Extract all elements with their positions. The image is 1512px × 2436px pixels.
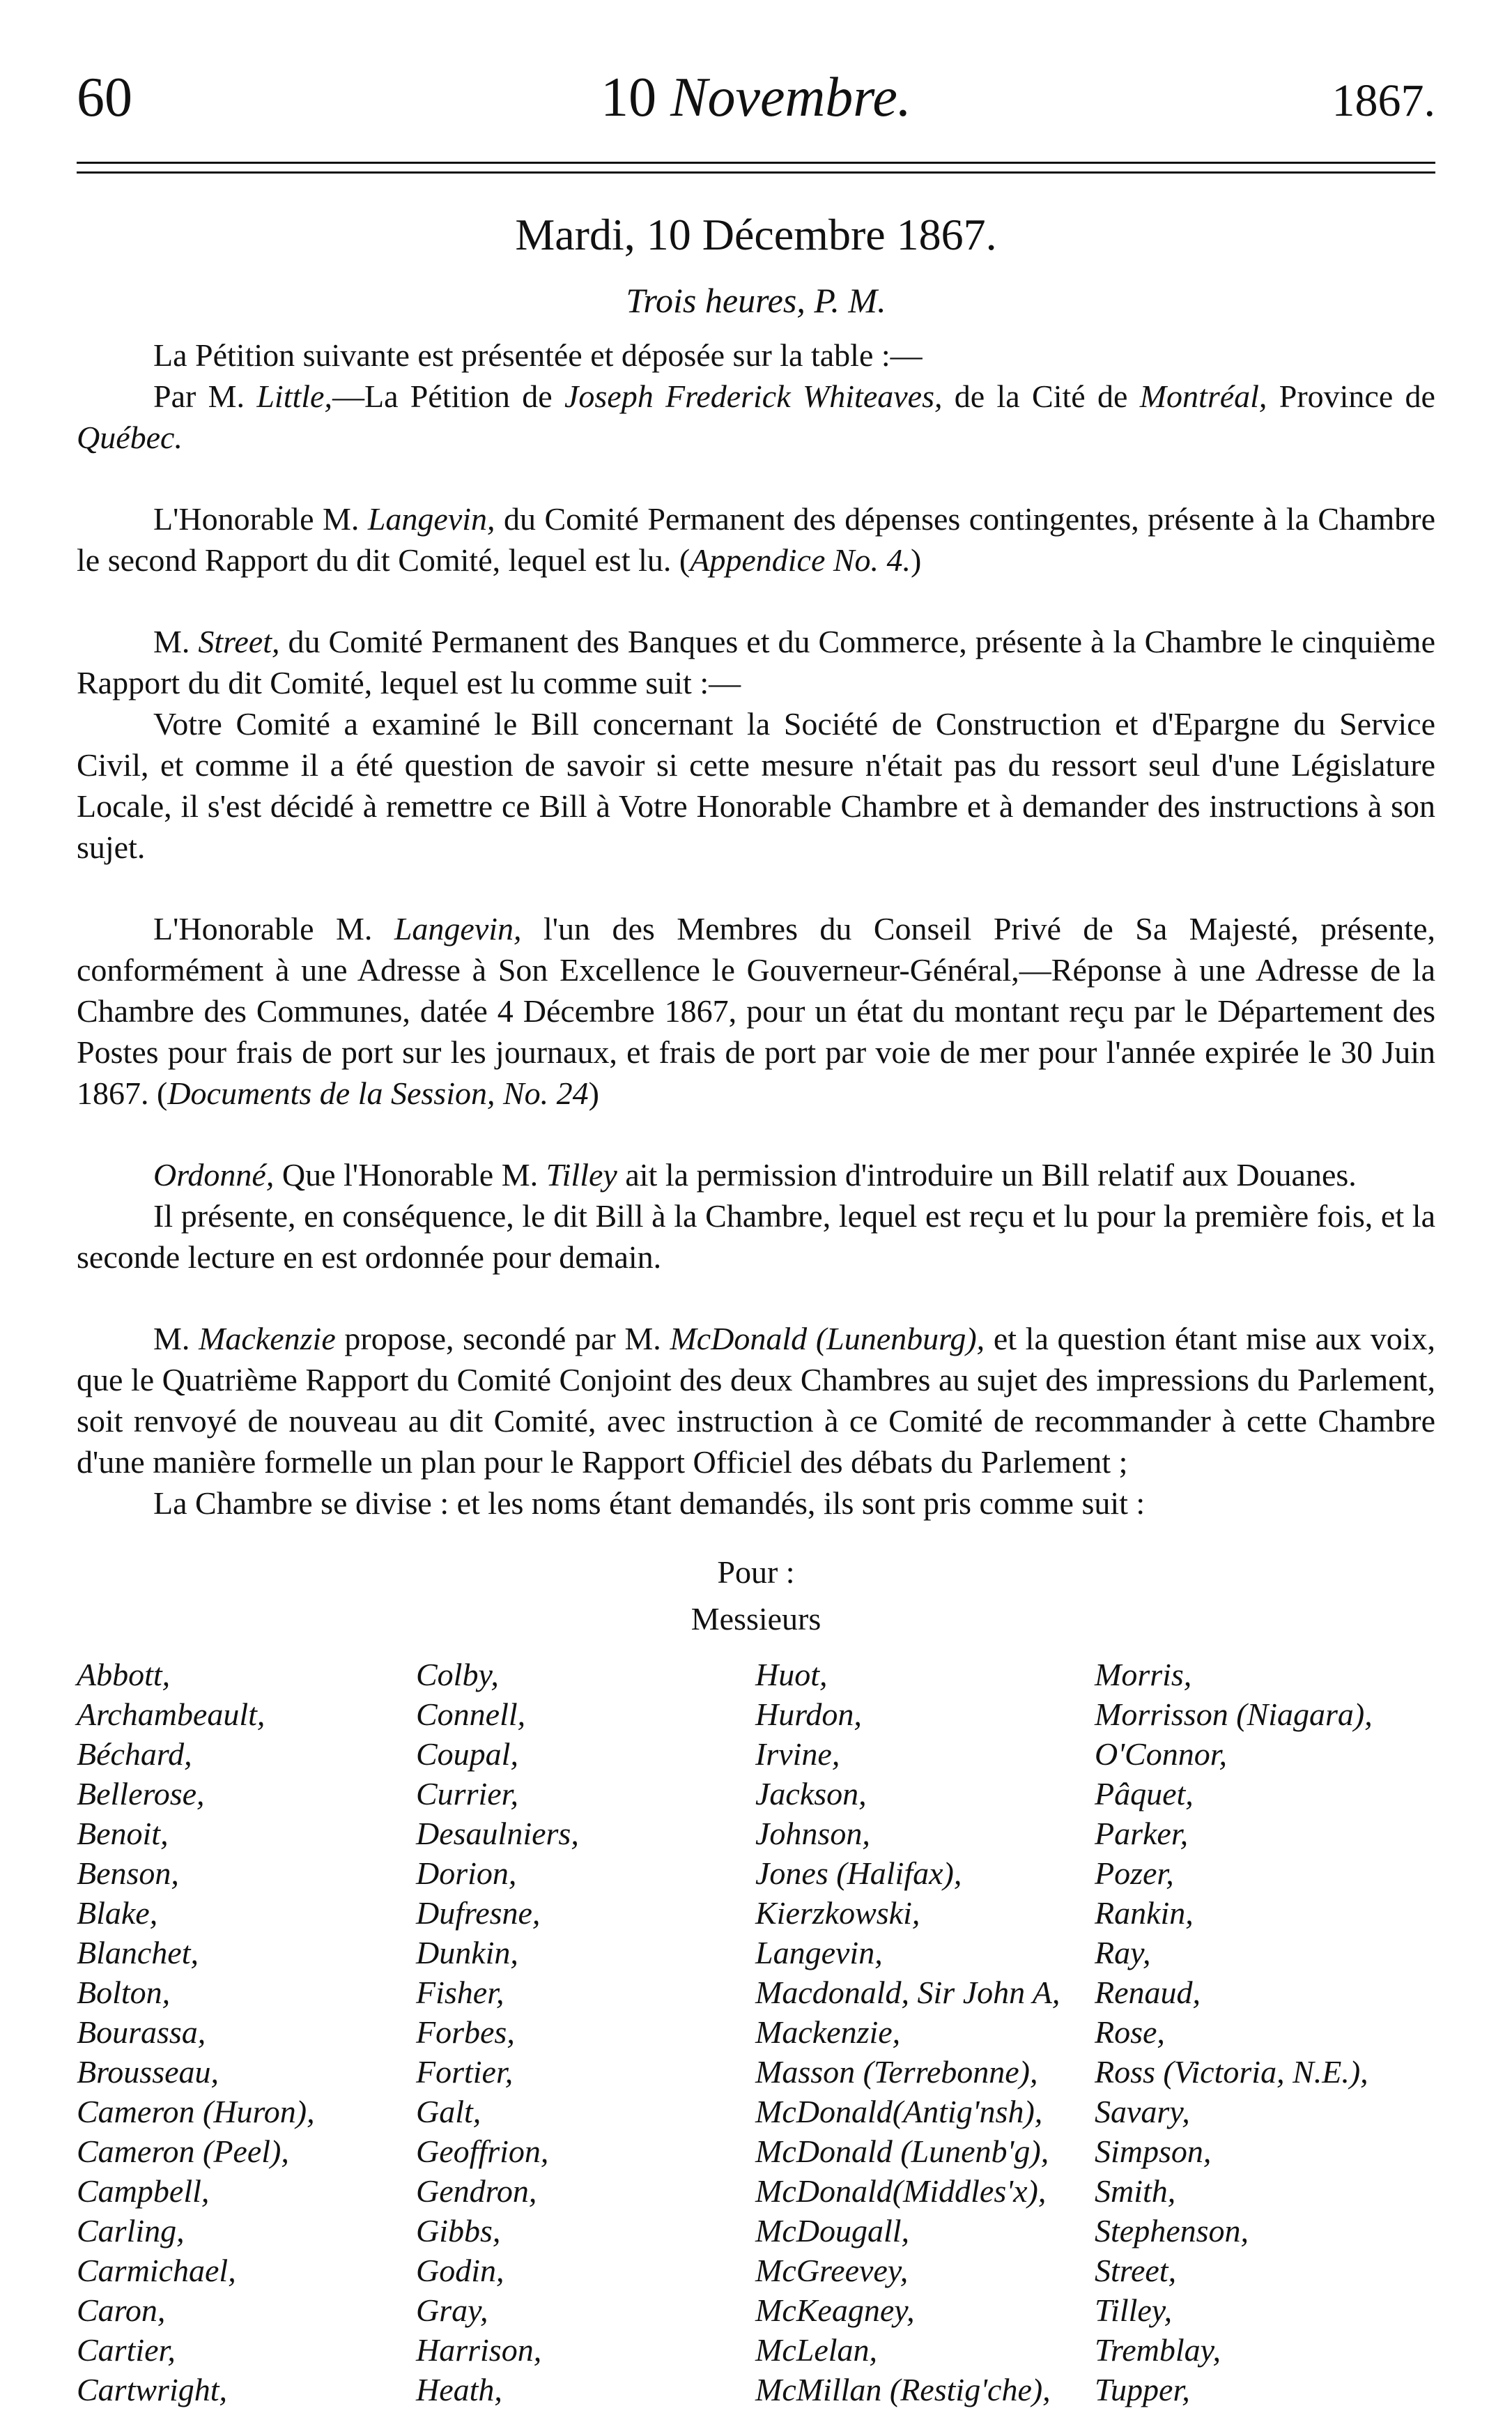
member-name: Morris, <box>1095 1657 1192 1692</box>
paragraph-gap <box>77 1278 1435 1318</box>
petition-city-pre: de la Cité de <box>942 378 1140 414</box>
paragraph-gap <box>77 458 1435 498</box>
p4-pre: L'Honorable M. <box>153 911 394 947</box>
member-name: Parker, <box>1095 1816 1189 1851</box>
member-name: Street, <box>1095 2253 1177 2288</box>
member-tilley: Tilley <box>546 1157 617 1193</box>
member-name: Dufresne, <box>416 1895 541 1931</box>
member-name: Fisher, <box>416 1975 504 2010</box>
petition-entry <box>77 376 1435 458</box>
printing-motion <box>77 1318 1435 1483</box>
member-name: Dorion, <box>416 1855 517 1891</box>
member-langevin: Langevin, <box>367 501 495 537</box>
member-name: Desaulniers, <box>416 1816 579 1851</box>
member-name: Macdonald, Sir John A, <box>755 1975 1060 2010</box>
member-name: Godin, <box>416 2253 504 2288</box>
p4-text: l'un des Membres du Conseil Privé de Sa Majesté, présente, conformément à une Adresse à Son Excellence le Gouverneur-Général,—Réponse à une Adresse de la Chambre des Communes, datée 4 Décembre 1867, pour un état du montant reçu par le Département des Postes pour frais de port sur les journaux, et frais de port par voie de mer pour l'année expirée le 30 Juin 1867. ( <box>77 911 1435 1111</box>
p3-text: du Comité Permanent des Banques et du Commerce, présente à la Chambre le cinquième Rapport du dit Comité, lequel est lu comme suit :— <box>77 624 1435 700</box>
p6-text: et la question étant mise aux voix, que le Quatrième Rapport du Comité Conjoint des deux Chambres au sujet des impressions du Parlement, soit renvoyé de nouveau au dit Comité, avec instruction à ce Comité de recommander à cette Chambre d'une manière formelle un plan pour le Rapport Officiel des débats du Parlement ; <box>77 1321 1435 1480</box>
member-name: Colby, <box>416 1657 499 1692</box>
p2-pre: L'Honorable M. <box>153 501 368 537</box>
p2-text: du Comité Permanent des dépenses contingentes, présente à la Chambre le second Rapport du dit Comité, lequel est lu. ( <box>77 501 1435 578</box>
member-name: Ray, <box>1095 1935 1151 1970</box>
names-column-4 <box>1095 1655 1434 2410</box>
member-name: Huot, <box>755 1657 828 1692</box>
ordonne-label: Ordonné, <box>153 1157 275 1193</box>
member-name: Harrison, <box>416 2332 542 2368</box>
member-name: Simpson, <box>1095 2134 1212 2169</box>
member-name: Stephenson, <box>1095 2213 1249 2249</box>
member-name: Connell, <box>416 1696 526 1732</box>
p2-close: ) <box>911 542 922 578</box>
member-mackenzie: Mackenzie <box>199 1321 336 1356</box>
member-name: Rankin, <box>1095 1895 1194 1931</box>
member-name: Benson, <box>77 1855 179 1891</box>
session-date-heading: Mardi, 10 Décembre 1867. <box>515 210 997 259</box>
member-name: Gray, <box>416 2292 488 2328</box>
member-name: Jackson, <box>755 1776 867 1811</box>
p3-pre: M. <box>153 624 199 659</box>
member-name: Mackenzie, <box>755 2014 901 2050</box>
p5-text1: Que l'Honorable M. <box>274 1157 546 1193</box>
member-name: Bolton, <box>77 1975 171 2010</box>
member-name: McLelan, <box>755 2332 878 2368</box>
member-mcdonald: McDonald (Lunenburg), <box>670 1321 985 1356</box>
journal-body <box>77 335 1435 2410</box>
member-name: Cartwright, <box>77 2372 228 2407</box>
member-name: Béchard, <box>77 1736 192 1772</box>
member-name: Blanchet, <box>77 1935 199 1970</box>
member-name: McGreevey, <box>755 2253 909 2288</box>
member-name: Gibbs, <box>416 2213 501 2249</box>
p5-text2: ait la permission d'introduire un Bill relatif aux Douanes. <box>617 1157 1357 1193</box>
member-name: Pozer, <box>1095 1855 1174 1891</box>
vote-names-list <box>77 1655 1435 2410</box>
division-line: La Chambre se divise : et les noms étant demandés, ils sont pris comme suit : <box>153 1485 1145 1521</box>
member-name: Bellerose, <box>77 1776 205 1811</box>
member-name: Smith, <box>1095 2173 1176 2209</box>
member-name: Currier, <box>416 1776 518 1811</box>
member-name: Pâquet, <box>1095 1776 1194 1811</box>
sessional-paper-reference: Documents de la Session, No. 24 <box>167 1075 589 1111</box>
member-little: Little, <box>256 378 332 414</box>
petition-par: Par M. <box>153 378 257 414</box>
postal-return <box>77 908 1435 1114</box>
member-name: McKeagney, <box>755 2292 915 2328</box>
member-name: Heath, <box>416 2372 502 2407</box>
member-name: McDougall, <box>755 2213 910 2249</box>
member-name: Renaud, <box>1095 1975 1201 2010</box>
running-title-month: Novembre. <box>670 67 911 128</box>
customs-bill-order <box>77 1154 1435 1195</box>
member-name: Cameron (Peel), <box>77 2134 289 2169</box>
paragraph-gap <box>77 1114 1435 1154</box>
banking-report <box>77 621 1435 703</box>
page-header <box>77 66 1435 143</box>
member-name: Abbott, <box>77 1657 171 1692</box>
paragraph-gap <box>77 868 1435 908</box>
member-name: Geoffrion, <box>416 2134 549 2169</box>
member-name: Morrisson (Niagara), <box>1095 1696 1373 1732</box>
member-name: Jones (Halifax), <box>755 1855 962 1891</box>
member-name: Rose, <box>1095 2014 1165 2050</box>
names-column-2 <box>416 1655 755 2410</box>
p6-mid: propose, secondé par M. <box>335 1321 670 1356</box>
member-name: Campbell, <box>77 2173 210 2209</box>
member-name: McDonald(Middles'x), <box>755 2173 1047 2209</box>
petition-intro: La Pétition suivante est présentée et déposée sur la table :— <box>153 337 923 373</box>
p6-pre: M. <box>153 1321 199 1356</box>
page-number: 60 <box>77 67 132 128</box>
appendix-reference: Appendice No. 4. <box>690 542 911 578</box>
member-name: Tremblay, <box>1095 2332 1221 2368</box>
header-rule-top <box>77 162 1435 164</box>
petition-province: Québec. <box>77 420 183 455</box>
vote-pour-heading: Pour : <box>717 1554 795 1590</box>
customs-bill-reading: Il présente, en conséquence, le dit Bill à la Chambre, lequel est reçu et lu pour la première fois, et la seconde lecture en est ordonnée pour demain. <box>77 1198 1435 1275</box>
member-name: Galt, <box>416 2094 481 2129</box>
running-title-day: 10 <box>601 67 671 128</box>
member-name: Savary, <box>1095 2094 1190 2129</box>
member-name: Benoit, <box>77 1816 169 1851</box>
member-name: Tupper, <box>1095 2372 1190 2407</box>
member-name: Langevin, <box>755 1935 883 1970</box>
member-name: McDonald (Lunenb'g), <box>755 2134 1049 2169</box>
member-name: Caron, <box>77 2292 166 2328</box>
member-name: McMillan (Restig'che), <box>755 2372 1051 2407</box>
member-name: Brousseau, <box>77 2054 219 2090</box>
member-name: Blake, <box>77 1895 158 1931</box>
member-name: Gendron, <box>416 2173 537 2209</box>
member-name: Cameron (Huron), <box>77 2094 315 2129</box>
header-year: 1867. <box>1332 75 1435 126</box>
member-name: Ross (Victoria, N.E.), <box>1095 2054 1368 2090</box>
member-street: Street, <box>198 624 280 659</box>
member-name: Bourassa, <box>77 2014 206 2050</box>
contingencies-report <box>77 498 1435 581</box>
member-name: Johnson, <box>755 1816 870 1851</box>
member-name: Archambeault, <box>77 1696 265 1732</box>
member-name: Tilley, <box>1095 2292 1173 2328</box>
p4-close: ) <box>588 1075 599 1111</box>
petitioner-name: Joseph Frederick Whiteaves, <box>564 378 943 414</box>
member-name: Fortier, <box>416 2054 514 2090</box>
session-time: Trois heures, P. M. <box>626 281 886 320</box>
member-name: Carmichael, <box>77 2253 236 2288</box>
member-name: O'Connor, <box>1095 1736 1228 1772</box>
member-name: Hurdon, <box>755 1696 862 1732</box>
member-langevin-2: Langevin, <box>394 911 522 947</box>
petition-prov-pre: Province de <box>1267 378 1435 414</box>
member-name: Coupal, <box>416 1736 518 1772</box>
petition-mid: —La Pétition de <box>332 378 564 414</box>
member-name: Forbes, <box>416 2014 515 2050</box>
paragraph-gap <box>77 581 1435 621</box>
petition-city: Montréal, <box>1139 378 1267 414</box>
member-name: Kierzkowski, <box>755 1895 920 1931</box>
member-name: Irvine, <box>755 1736 840 1772</box>
member-name: Dunkin, <box>416 1935 518 1970</box>
running-title <box>77 66 1435 130</box>
header-rule-bottom <box>77 171 1435 174</box>
committee-report-text: Votre Comité a examiné le Bill concernant la Société de Construction et d'Epargne du Service Civil, et comme il a été question de savoir si cette mesure n'était pas du ressort seul d'une Législature Locale, il s'est décidé à remettre ce Bill à Votre Honorable Chambre et à demander des instructions à son sujet. <box>77 706 1435 865</box>
member-name: Cartier, <box>77 2332 176 2368</box>
member-name: McDonald(Antig'nsh), <box>755 2094 1043 2129</box>
names-column-3 <box>755 1655 1095 2410</box>
member-name: Masson (Terrebonne), <box>755 2054 1038 2090</box>
member-name: Carling, <box>77 2213 185 2249</box>
vote-messieurs-heading: Messieurs <box>691 1601 821 1637</box>
names-column-1 <box>77 1655 416 2410</box>
